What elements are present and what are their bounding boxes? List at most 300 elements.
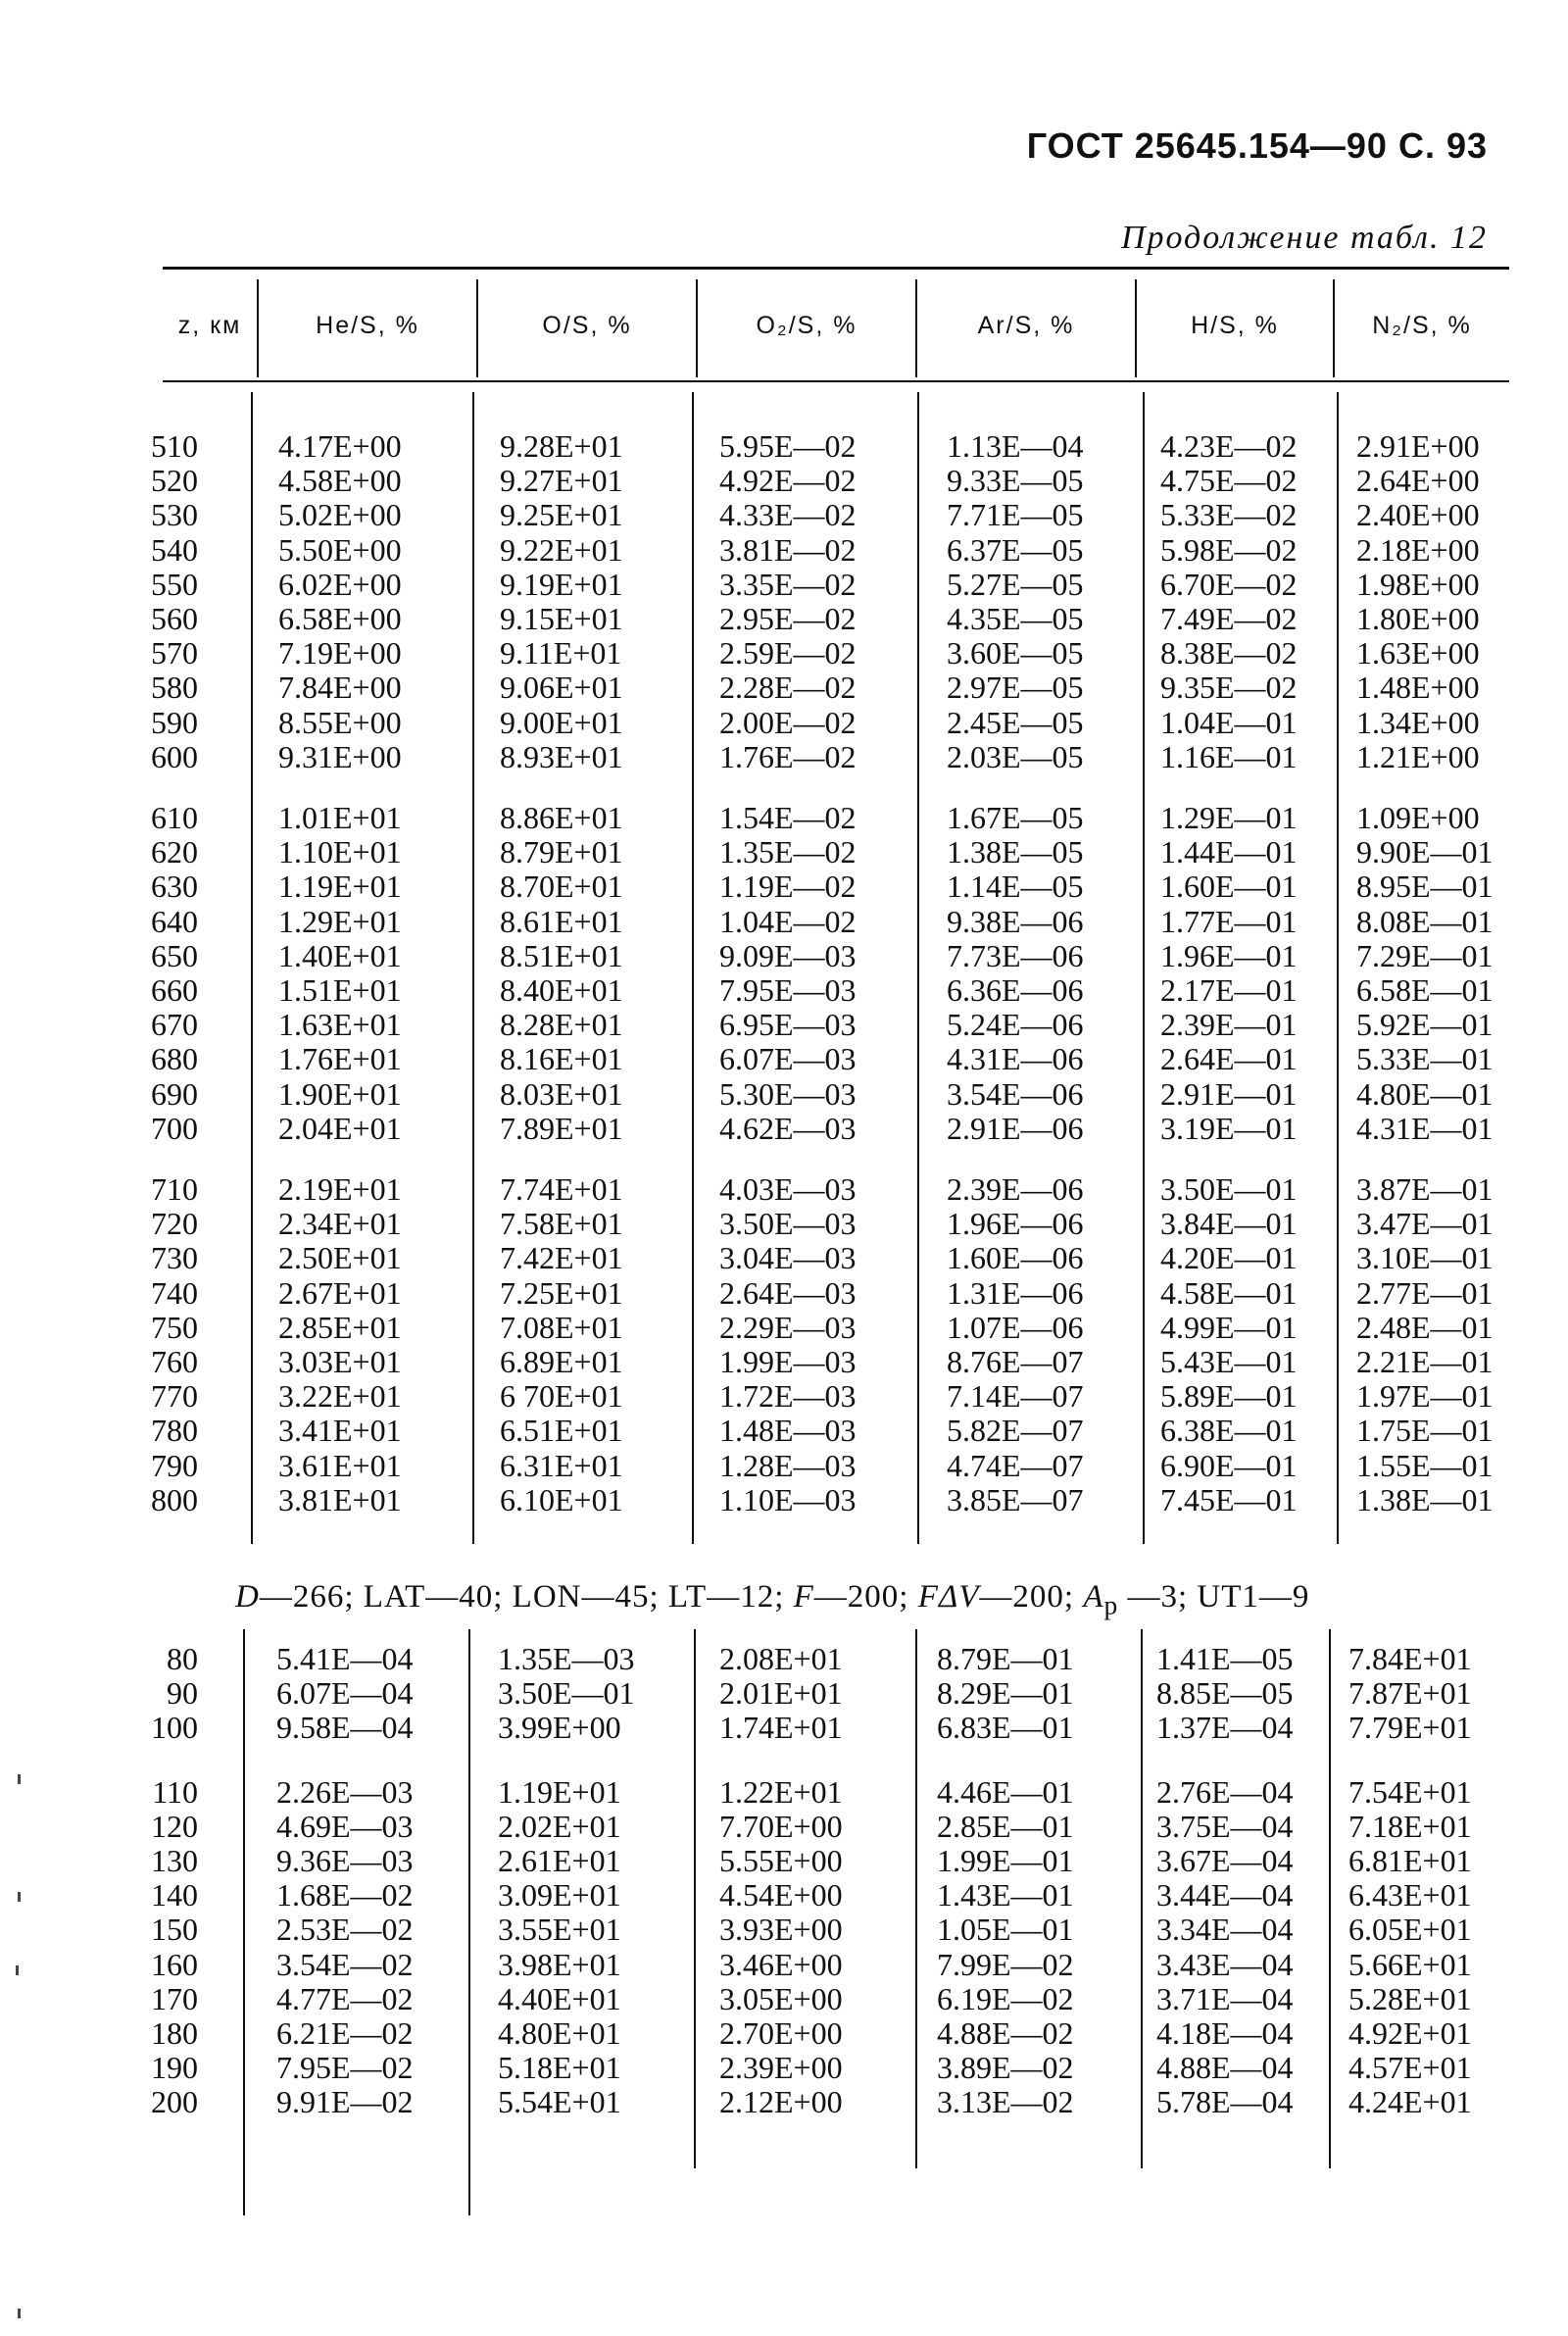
value-cell: 8.70E+01 [500, 869, 623, 905]
table-row [0, 1810, 1568, 1844]
table-row [0, 568, 1568, 602]
altitude-cell: 90 [167, 1675, 198, 1712]
value-cell: 4.18E—04 [1156, 2015, 1294, 2051]
value-cell: 7.84E+01 [1348, 1641, 1472, 1676]
param-fdv-value: —200; [979, 1579, 1084, 1615]
value-cell: 3.60E—05 [947, 635, 1084, 671]
col-header-z: z, км [177, 312, 242, 339]
value-cell: 4.62E—03 [719, 1110, 857, 1146]
value-cell: 1.67E—05 [947, 800, 1084, 835]
param-f-value: —200; [813, 1579, 918, 1615]
value-cell: 6.19E—02 [937, 1980, 1074, 2016]
table-row [0, 1878, 1568, 1913]
value-cell: 9.91E—02 [276, 2084, 414, 2120]
value-cell: 5.24E—06 [947, 1007, 1084, 1043]
altitude-cell: 160 [151, 1946, 198, 1982]
value-cell: 1.48E+00 [1356, 670, 1480, 706]
value-cell: 4.58E+00 [278, 463, 402, 499]
value-cell: 1.75E—01 [1356, 1413, 1494, 1449]
table-row [0, 1948, 1568, 1982]
param-d-symbol: D [235, 1579, 260, 1615]
value-cell: 9.25E+01 [500, 497, 623, 533]
value-cell: 1.74E+01 [719, 1710, 843, 1746]
table-row [0, 1276, 1568, 1311]
value-cell: 6.43E+01 [1348, 1877, 1472, 1914]
value-cell: 4.24E+01 [1348, 2084, 1472, 2120]
value-cell: 2.28E—02 [719, 670, 857, 706]
value-cell: 6.70E—02 [1160, 566, 1298, 602]
value-cell: 9.00E+01 [500, 704, 623, 740]
value-cell: 5.02E+00 [278, 497, 402, 533]
value-cell: 9.28E+01 [500, 428, 623, 464]
scan-mark [18, 1892, 21, 1902]
altitude-cell: 720 [151, 1206, 198, 1242]
value-cell: 8.85E—05 [1156, 1675, 1294, 1712]
value-cell: 7.73E—06 [947, 937, 1084, 973]
value-cell: 5.18E+01 [498, 2050, 621, 2086]
value-cell: 4.03E—03 [719, 1171, 857, 1207]
value-cell: 8.51E+01 [500, 937, 623, 973]
param-ap-value: —3; UT1—9 [1118, 1579, 1310, 1615]
value-cell: 6.07E—04 [276, 1675, 414, 1712]
value-cell: 1.04E—02 [719, 903, 857, 939]
value-cell: 9.15E+01 [500, 601, 623, 636]
altitude-cell: 520 [151, 463, 198, 499]
value-cell: 8.93E+01 [500, 738, 623, 774]
value-cell: 3.04E—03 [719, 1240, 857, 1276]
value-cell: 4.77E—02 [276, 1980, 414, 2016]
value-cell: 8.76E—07 [947, 1344, 1084, 1379]
altitude-cell: 750 [151, 1309, 198, 1345]
value-cell: 1.55E—01 [1356, 1447, 1494, 1483]
value-cell: 2.91E+00 [1356, 428, 1480, 464]
value-cell: 1.43E—01 [937, 1877, 1074, 1914]
value-cell: 8.79E—01 [937, 1641, 1074, 1676]
altitude-cell: 120 [151, 1808, 198, 1844]
table-row [0, 973, 1568, 1008]
value-cell: 7.74E+01 [500, 1171, 623, 1207]
value-cell: 4.33E—02 [719, 497, 857, 533]
value-cell: 2.76E—04 [1156, 1773, 1294, 1810]
value-cell: 2.21E—01 [1356, 1344, 1494, 1379]
value-cell: 1.76E—02 [719, 738, 857, 774]
value-cell: 2.01E+01 [719, 1675, 843, 1712]
value-cell: 3.67E—04 [1156, 1843, 1294, 1878]
col-header-n2: N₂/S, % [1372, 312, 1472, 339]
col-header-o: O/S, % [542, 312, 632, 339]
value-cell: 1.48E—03 [719, 1413, 857, 1449]
value-cell: 1.13E—04 [947, 428, 1084, 464]
value-cell: 8.55E+00 [278, 704, 402, 740]
value-cell: 9.22E+01 [500, 531, 623, 568]
altitude-cell: 780 [151, 1413, 198, 1449]
table-row [0, 1345, 1568, 1379]
value-cell: 9.06E+01 [500, 670, 623, 706]
value-cell: 4.88E—02 [937, 2015, 1074, 2051]
value-cell: 2.19E+01 [278, 1171, 402, 1207]
value-cell: 3.41E+01 [278, 1413, 402, 1449]
altitude-cell: 770 [151, 1378, 198, 1415]
page-header-title: ГОСТ 25645.154—90 С. 93 [1026, 125, 1488, 166]
value-cell: 5.92E—01 [1356, 1007, 1494, 1043]
value-cell: 6.58E—01 [1356, 972, 1494, 1008]
value-cell: 1.31E—06 [947, 1274, 1084, 1311]
value-cell: 4.31E—06 [947, 1041, 1084, 1077]
value-cell: 9.31E+00 [278, 738, 402, 774]
altitude-cell: 130 [151, 1843, 198, 1878]
value-cell: 8.86E+01 [500, 800, 623, 835]
header-divider [476, 279, 478, 377]
value-cell: 3.43E—04 [1156, 1946, 1294, 1982]
altitude-cell: 640 [151, 903, 198, 939]
table-row [0, 2085, 1568, 2119]
value-cell: 7.54E+01 [1348, 1773, 1472, 1810]
altitude-cell: 600 [151, 738, 198, 774]
value-cell: 4.17E+00 [278, 428, 402, 464]
value-cell: 4.80E+01 [498, 2015, 621, 2051]
altitude-cell: 570 [151, 635, 198, 671]
altitude-cell: 200 [151, 2084, 198, 2120]
value-cell: 1.16E—01 [1160, 738, 1298, 774]
value-cell: 6.90E—01 [1160, 1447, 1298, 1483]
value-cell: 2.50E+01 [278, 1240, 402, 1276]
value-cell: 3.22E+01 [278, 1378, 402, 1415]
value-cell: 1.38E—05 [947, 834, 1084, 870]
value-cell: 2.08E+01 [719, 1641, 843, 1676]
value-cell: 8.79E+01 [500, 834, 623, 870]
value-cell: 3.87E—01 [1356, 1171, 1494, 1207]
altitude-cell: 150 [151, 1912, 198, 1948]
value-cell: 2.12E+00 [719, 2084, 843, 2120]
value-cell: 3.50E—01 [1160, 1171, 1298, 1207]
value-cell: 4.99E—01 [1160, 1309, 1298, 1345]
value-cell: 7.42E+01 [500, 1240, 623, 1276]
value-cell: 6.83E—01 [937, 1710, 1074, 1746]
value-cell: 2.64E—01 [1160, 1041, 1298, 1077]
value-cell: 2.64E+00 [1356, 463, 1480, 499]
value-cell: 1.90E+01 [278, 1075, 402, 1112]
value-cell: 1.37E—04 [1156, 1710, 1294, 1746]
value-cell: 5.50E+00 [278, 531, 402, 568]
table-top-rule [163, 267, 1509, 270]
value-cell: 1.97E—01 [1356, 1378, 1494, 1415]
value-cell: 7.25E+01 [500, 1274, 623, 1311]
value-cell: 6.81E+01 [1348, 1843, 1472, 1878]
value-cell: 5.78E—04 [1156, 2084, 1294, 2120]
value-cell: 6.95E—03 [719, 1007, 857, 1043]
table-row [0, 1077, 1568, 1112]
value-cell: 3.03E+01 [278, 1344, 402, 1379]
value-cell: 3.35E—02 [719, 566, 857, 602]
value-cell: 1.60E—01 [1160, 869, 1298, 905]
value-cell: 6.36E—06 [947, 972, 1084, 1008]
value-cell: 2.04E+01 [278, 1110, 402, 1146]
scan-mark [16, 1965, 19, 1975]
value-cell: 9.36E—03 [276, 1843, 414, 1878]
value-cell: 2.26E—03 [276, 1773, 414, 1810]
value-cell: 7.70E+00 [719, 1808, 843, 1844]
value-cell: 4.46E—01 [937, 1773, 1074, 1810]
altitude-cell: 550 [151, 566, 198, 602]
altitude-cell: 140 [151, 1877, 198, 1914]
value-cell: 2.85E—01 [937, 1808, 1074, 1844]
table-row [0, 671, 1568, 705]
value-cell: 7.95E—02 [276, 2050, 414, 2086]
value-cell: 5.95E—02 [719, 428, 857, 464]
value-cell: 4.23E—02 [1160, 428, 1298, 464]
value-cell: 2.29E—03 [719, 1309, 857, 1345]
table-row [0, 533, 1568, 568]
altitude-cell: 740 [151, 1274, 198, 1311]
value-cell: 2.91E—06 [947, 1110, 1084, 1146]
value-cell: 6.37E—05 [947, 531, 1084, 568]
value-cell: 3.47E—01 [1356, 1206, 1494, 1242]
value-cell: 7.71E—05 [947, 497, 1084, 533]
value-cell: 1.96E—06 [947, 1206, 1084, 1242]
value-cell: 8.16E+01 [500, 1041, 623, 1077]
value-cell: 4.74E—07 [947, 1447, 1084, 1483]
table-row [0, 1913, 1568, 1947]
value-cell: 1.99E—03 [719, 1344, 857, 1379]
value-cell: 2.39E—01 [1160, 1007, 1298, 1043]
value-cell: 2.85E+01 [278, 1309, 402, 1345]
value-cell: 5.55E+00 [719, 1843, 843, 1878]
value-cell: 1.54E—02 [719, 800, 857, 835]
table-row [0, 1642, 1568, 1676]
value-cell: 1.19E—02 [719, 869, 857, 905]
value-cell: 7.99E—02 [937, 1946, 1074, 1982]
value-cell: 5.27E—05 [947, 566, 1084, 602]
table-row [0, 1379, 1568, 1414]
value-cell: 1.09E+00 [1356, 800, 1480, 835]
value-cell: 2.95E—02 [719, 601, 857, 636]
param-ap-subscript: p [1103, 1589, 1119, 1620]
value-cell: 1.96E—01 [1160, 937, 1298, 973]
value-cell: 5.89E—01 [1160, 1378, 1298, 1415]
table-header-rule [163, 380, 1509, 382]
value-cell: 9.38E—06 [947, 903, 1084, 939]
value-cell: 1.80E+00 [1356, 601, 1480, 636]
value-cell: 2.61E+01 [498, 1843, 621, 1878]
value-cell: 1.04E—01 [1160, 704, 1298, 740]
value-cell: 4.54E+00 [719, 1877, 843, 1914]
value-cell: 1.68E—02 [276, 1877, 414, 1914]
value-cell: 3.19E—01 [1160, 1110, 1298, 1146]
scan-mark [18, 2309, 21, 2318]
value-cell: 3.99E+00 [498, 1710, 621, 1746]
value-cell: 3.85E—07 [947, 1481, 1084, 1517]
value-cell: 8.28E+01 [500, 1007, 623, 1043]
altitude-cell: 680 [151, 1041, 198, 1077]
parameters-line [235, 1579, 1309, 1621]
value-cell: 8.95E—01 [1356, 869, 1494, 905]
table-row [0, 2051, 1568, 2085]
altitude-cell: 700 [151, 1110, 198, 1146]
value-cell: 1.72E—03 [719, 1378, 857, 1415]
value-cell: 2.64E—03 [719, 1274, 857, 1311]
value-cell: 1.01E+01 [278, 800, 402, 835]
value-cell: 2.02E+01 [498, 1808, 621, 1844]
value-cell: 1.35E—02 [719, 834, 857, 870]
table-row [0, 1311, 1568, 1345]
value-cell: 2.70E+00 [719, 2015, 843, 2051]
table-row [0, 498, 1568, 532]
value-cell: 6.10E+01 [500, 1481, 623, 1517]
value-cell: 8.29E—01 [937, 1675, 1074, 1712]
value-cell: 4.31E—01 [1356, 1110, 1494, 1146]
value-cell: 3.09E+01 [498, 1877, 621, 1914]
table-row [0, 1112, 1568, 1146]
altitude-cell: 590 [151, 704, 198, 740]
value-cell: 1.21E+00 [1356, 738, 1480, 774]
value-cell: 5.54E+01 [498, 2084, 621, 2120]
value-cell: 3.50E—01 [498, 1675, 635, 1712]
altitude-cell: 760 [151, 1344, 198, 1379]
value-cell: 1.28E—03 [719, 1447, 857, 1483]
value-cell: 2.45E—05 [947, 704, 1084, 740]
table-row [0, 1676, 1568, 1711]
value-cell: 3.75E—04 [1156, 1808, 1294, 1844]
table-row [0, 1172, 1568, 1207]
value-cell: 1.44E—01 [1160, 834, 1298, 870]
value-cell: 1.99E—01 [937, 1843, 1074, 1878]
header-divider [257, 279, 259, 377]
table-row [0, 1483, 1568, 1517]
value-cell: 2.00E—02 [719, 704, 857, 740]
value-cell: 3.46E+00 [719, 1946, 843, 1982]
value-cell: 6.89E+01 [500, 1344, 623, 1379]
altitude-cell: 560 [151, 601, 198, 636]
altitude-cell: 790 [151, 1447, 198, 1483]
altitude-cell: 670 [151, 1007, 198, 1043]
value-cell: 1.38E—01 [1356, 1481, 1494, 1517]
value-cell: 3.44E—04 [1156, 1877, 1294, 1914]
value-cell: 2.97E—05 [947, 670, 1084, 706]
value-cell: 2.48E—01 [1356, 1309, 1494, 1345]
value-cell: 7.84E+00 [278, 670, 402, 706]
table-row [0, 870, 1568, 904]
altitude-cell: 710 [151, 1171, 198, 1207]
value-cell: 2.91E—01 [1160, 1075, 1298, 1112]
table-row [0, 1008, 1568, 1042]
value-cell: 9.09E—03 [719, 937, 857, 973]
col-header-he: He/S, % [316, 312, 419, 339]
value-cell: 5.30E—03 [719, 1075, 857, 1112]
table-row [0, 835, 1568, 870]
value-cell: 4.69E—03 [276, 1808, 414, 1844]
col-header-ar: Ar/S, % [977, 312, 1075, 339]
altitude-cell: 730 [151, 1240, 198, 1276]
value-cell: 1.29E+01 [278, 903, 402, 939]
value-cell: 1.19E+01 [498, 1773, 621, 1810]
value-cell: 8.38E—02 [1160, 635, 1298, 671]
table-row [0, 1414, 1568, 1448]
value-cell: 6.58E+00 [278, 601, 402, 636]
altitude-cell: 170 [151, 1980, 198, 2016]
value-cell: 3.13E—02 [937, 2084, 1074, 2120]
value-cell: 1.10E—03 [719, 1481, 857, 1517]
value-cell: 8.40E+01 [500, 972, 623, 1008]
value-cell: 2.17E—01 [1160, 972, 1298, 1008]
value-cell: 7.14E—07 [947, 1378, 1084, 1415]
value-cell: 3.71E—04 [1156, 1980, 1294, 2016]
param-f-symbol: F [793, 1579, 814, 1615]
value-cell: 3.89E—02 [937, 2050, 1074, 2086]
value-cell: 9.90E—01 [1356, 834, 1494, 870]
value-cell: 9.33E—05 [947, 463, 1084, 499]
value-cell: 2.39E+00 [719, 2050, 843, 2086]
value-cell: 4.75E—02 [1160, 463, 1298, 499]
value-cell: 7.95E—03 [719, 972, 857, 1008]
value-cell: 3.34E—04 [1156, 1912, 1294, 1948]
value-cell: 1.35E—03 [498, 1641, 635, 1676]
table-row [0, 2016, 1568, 2051]
altitude-cell: 530 [151, 497, 198, 533]
value-cell: 3.81E—02 [719, 531, 857, 568]
value-cell: 1.19E+01 [278, 869, 402, 905]
altitude-cell: 510 [151, 428, 198, 464]
altitude-cell: 620 [151, 834, 198, 870]
value-cell: 3.54E—02 [276, 1946, 414, 1982]
table-row [0, 602, 1568, 636]
value-cell: 4.20E—01 [1160, 1240, 1298, 1276]
value-cell: 4.92E—02 [719, 463, 857, 499]
value-cell: 9.35E—02 [1160, 670, 1298, 706]
altitude-cell: 690 [151, 1075, 198, 1112]
value-cell: 5.66E+01 [1348, 1946, 1472, 1982]
value-cell: 4.40E+01 [498, 1980, 621, 2016]
param-fdv-symbol: FΔV [917, 1579, 980, 1615]
value-cell: 1.63E+01 [278, 1007, 402, 1043]
table-row [0, 706, 1568, 740]
value-cell: 5.41E—04 [276, 1641, 414, 1676]
value-cell: 3.84E—01 [1160, 1206, 1298, 1242]
value-cell: 7.45E—01 [1160, 1481, 1298, 1517]
altitude-cell: 800 [151, 1481, 198, 1517]
altitude-cell: 110 [152, 1773, 198, 1810]
altitude-cell: 80 [167, 1641, 198, 1676]
value-cell: 2.18E+00 [1356, 531, 1480, 568]
value-cell: 9.27E+01 [500, 463, 623, 499]
value-cell: 1.63E+00 [1356, 635, 1480, 671]
value-cell: 4.58E—01 [1160, 1274, 1298, 1311]
altitude-cell: 580 [151, 670, 198, 706]
col-header-o2: O₂/S, % [756, 312, 858, 339]
value-cell: 6.38E—01 [1160, 1413, 1298, 1449]
altitude-cell: 540 [151, 531, 198, 568]
value-cell: 2.77E—01 [1356, 1274, 1494, 1311]
value-cell: 1.14E—05 [947, 869, 1084, 905]
table-row [0, 740, 1568, 774]
table-row [0, 1711, 1568, 1745]
table-row [0, 1042, 1568, 1076]
altitude-cell: 630 [151, 869, 198, 905]
value-cell: 1.34E+00 [1356, 704, 1480, 740]
table-row [0, 429, 1568, 464]
table-row [0, 1449, 1568, 1483]
value-cell: 5.43E—01 [1160, 1344, 1298, 1379]
value-cell: 6.02E+00 [278, 566, 402, 602]
table-row [0, 1775, 1568, 1810]
altitude-cell: 610 [151, 800, 198, 835]
value-cell: 9.19E+01 [500, 566, 623, 602]
value-cell: 5.33E—01 [1356, 1041, 1494, 1077]
altitude-cell: 660 [151, 972, 198, 1008]
value-cell: 3.98E+01 [498, 1946, 621, 1982]
value-cell: 3.61E+01 [278, 1447, 402, 1483]
table-row [0, 1207, 1568, 1241]
value-cell: 4.92E+01 [1348, 2015, 1472, 2051]
